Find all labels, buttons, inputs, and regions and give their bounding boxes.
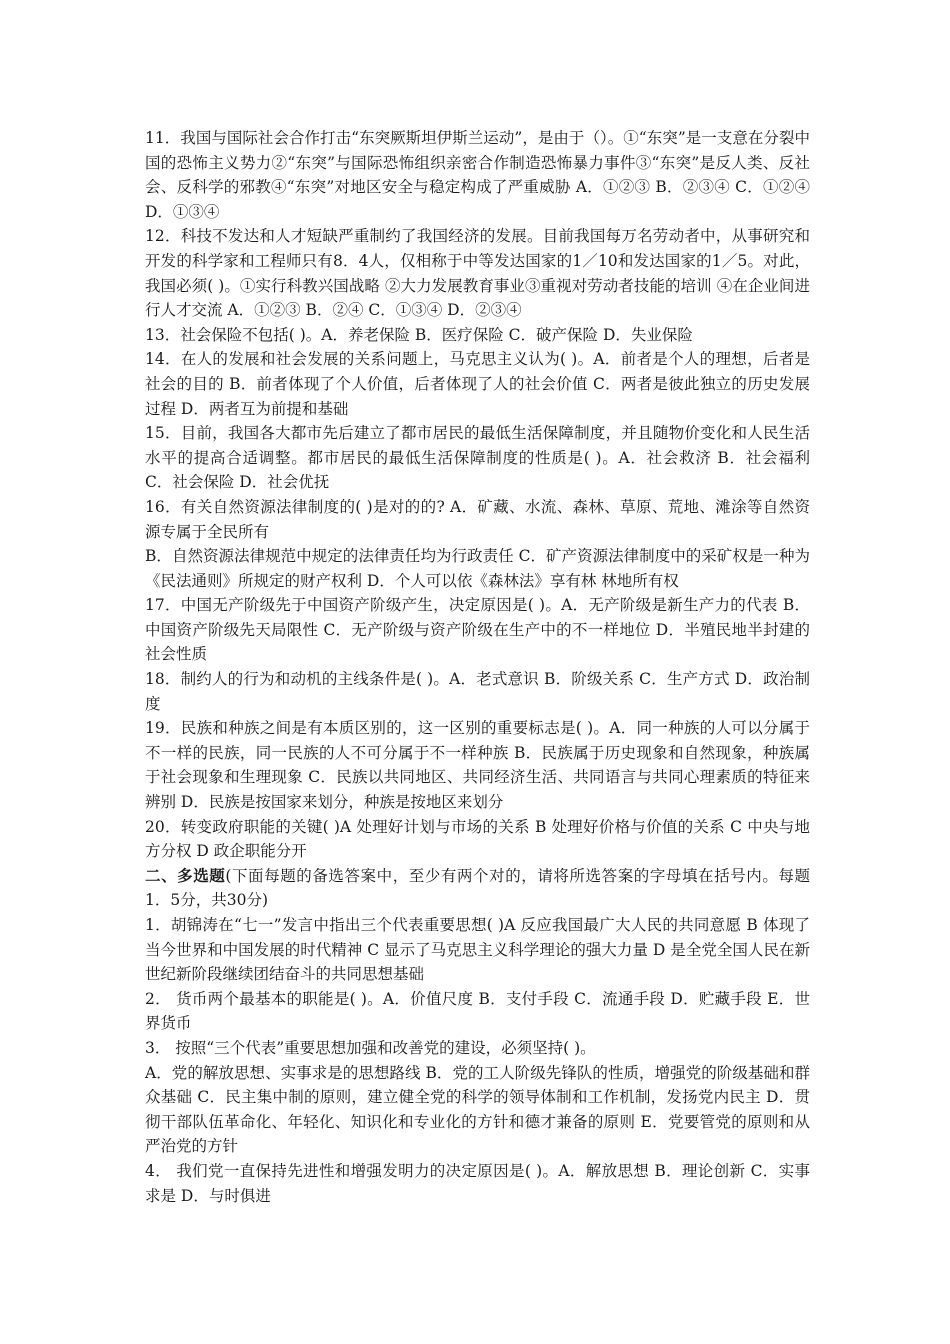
section-multiple-choice <box>145 864 810 913</box>
section-note: (下面每题的备选答案中，至少有两个对的，请将所选答案的字母填在括号内。每题1．5分，共30分) <box>145 866 810 910</box>
question-19: 19．民族和种族之间是有本质区别的，这一区别的重要标志是( )。A．同一种族的人可以分属于不一样的民族，同一民族的人不可分属于不一样种族 B．民族属于历史现象和自然现象，种族属于社会现象和生理现象 C．民族以共同地区、共同经济生活、共同语言与共同心理素质的特征来辨别 D．民族是按国家来划分，种族是按地区来划分 <box>145 719 810 812</box>
question-16: 16．有关自然资源法律制度的( )是对的的? A．矿藏、水流、森林、草原、荒地、滩涂等自然资源专属于全民所有 <box>145 497 810 541</box>
mc-question-3: 3． 按照“三个代表”重要思想加强和改善党的建设，必须坚持( )。 <box>145 1038 596 1057</box>
question-14: 14．在人的发展和社会发展的关系问题上，马克思主义认为( )。A．前者是个人的理想，后者是社会的目的 B．前者体现了个人价值，后者体现了人的社会价值 C．两者是彼此独立的历史发展过程 D．两者互为前提和基础 <box>145 350 810 418</box>
mc-question-3-options: A．党的解放思想、实事求是的思想路线 B．党的工人阶级先锋队的性质，增强党的阶级基础和群众基础 C．民主集中制的原则，建立健全党的科学的领导体制和工作机制，发扬党内民主 D．贯彻干部队伍革命化、年轻化、知识化和专业化的方针和德才兼备的原则 E．党要管党的原则和从严治党的方针 <box>145 1063 810 1156</box>
question-12: 12．科技不发达和人才短缺严重制约了我国经济的发展。目前我国每万名劳动者中，从事研究和开发的科学家和工程师只有8．4人，仅相称于中等发达国家的1／10和发达国家的1／5。对此，我国必须( )。①实行科教兴国战略 ②大力发展教育事业③重视对劳动者技能的培训 ④在企业间进行人才交流 A．①②③ B．②④ C．①③④ D．②③④ <box>145 227 810 320</box>
mc-question-2: 2． 货币两个最基本的职能是( )。A．价值尺度 B．支付手段 C．流通手段 D．贮藏手段 E．世界货币 <box>145 989 810 1033</box>
section-heading: 二、多选题 <box>145 865 226 885</box>
mc-question-1: 1．胡锦涛在“七一”发言中指出三个代表重要思想( )A 反应我国最广大人民的共同意愿 B 体现了当今世界和中国发展的时代精神 C 显示了马克思主义科学理论的强大力量 D 是全党全国人民在新世纪新阶段继续团结奋斗的共同思想基础 <box>145 916 810 984</box>
question-20: 20．转变政府职能的关键( )A 处理好计划与市场的关系 B 处理好价格与价值的关系 C 中央与地方分权 D 政企职能分开 <box>145 817 810 861</box>
question-18: 18．制约人的行为和动机的主线条件是( )。A．老式意识 B．阶级关系 C．生产方式 D．政治制度 <box>145 670 810 713</box>
mc-question-4: 4． 我们党一直保持先进性和增强发明力的决定原因是( )。A．解放思想 B．理论创新 C．实事求是 D．与时俱进 <box>145 1161 810 1205</box>
question-11: 11．我国与国际社会合作打击“东突厥斯坦伊斯兰运动”，是由于（）。①“东突”是一支意在分裂中国的恐怖主义势力②“东突”与国际恐怖组织亲密合作制造恐怖暴力事件③“东突”是反人类、反社会、反科学的邪教④“东突”对地区安全与稳定构成了严重威胁 A．①②③ B．②③④ C．①②④ D．①③④ <box>145 129 810 221</box>
question-16-options: B．自然资源法律规范中规定的法律责任均为行政责任 C．矿产资源法律制度中的采矿权是一种为《民法通则》所规定的财产权利 D．个人可以依《森林法》享有林 林地所有权 <box>145 547 810 590</box>
question-17: 17．中国无产阶级先于中国资产阶级产生，决定原因是( )。A．无产阶级是新生产力的代表 B．中国资产阶级先天局限性 C．无产阶级与资产阶级在生产中的不一样地位 D．半殖民地半封建的社会性质 <box>145 596 810 664</box>
question-13: 13．社会保险不包括( )。A．养老保险 B．医疗保险 C．破产保险 D．失业保险 <box>145 325 693 344</box>
document-page <box>145 126 810 1208</box>
question-15: 15．目前，我国各大都市先后建立了都市居民的最低生活保障制度，并且随物价变化和人民生活水平的提高合适调整。都市居民的最低生活保障制度的性质是( )。A．社会救济 B．社会福利 C．社会保险 D．社会优抚 <box>145 424 810 492</box>
